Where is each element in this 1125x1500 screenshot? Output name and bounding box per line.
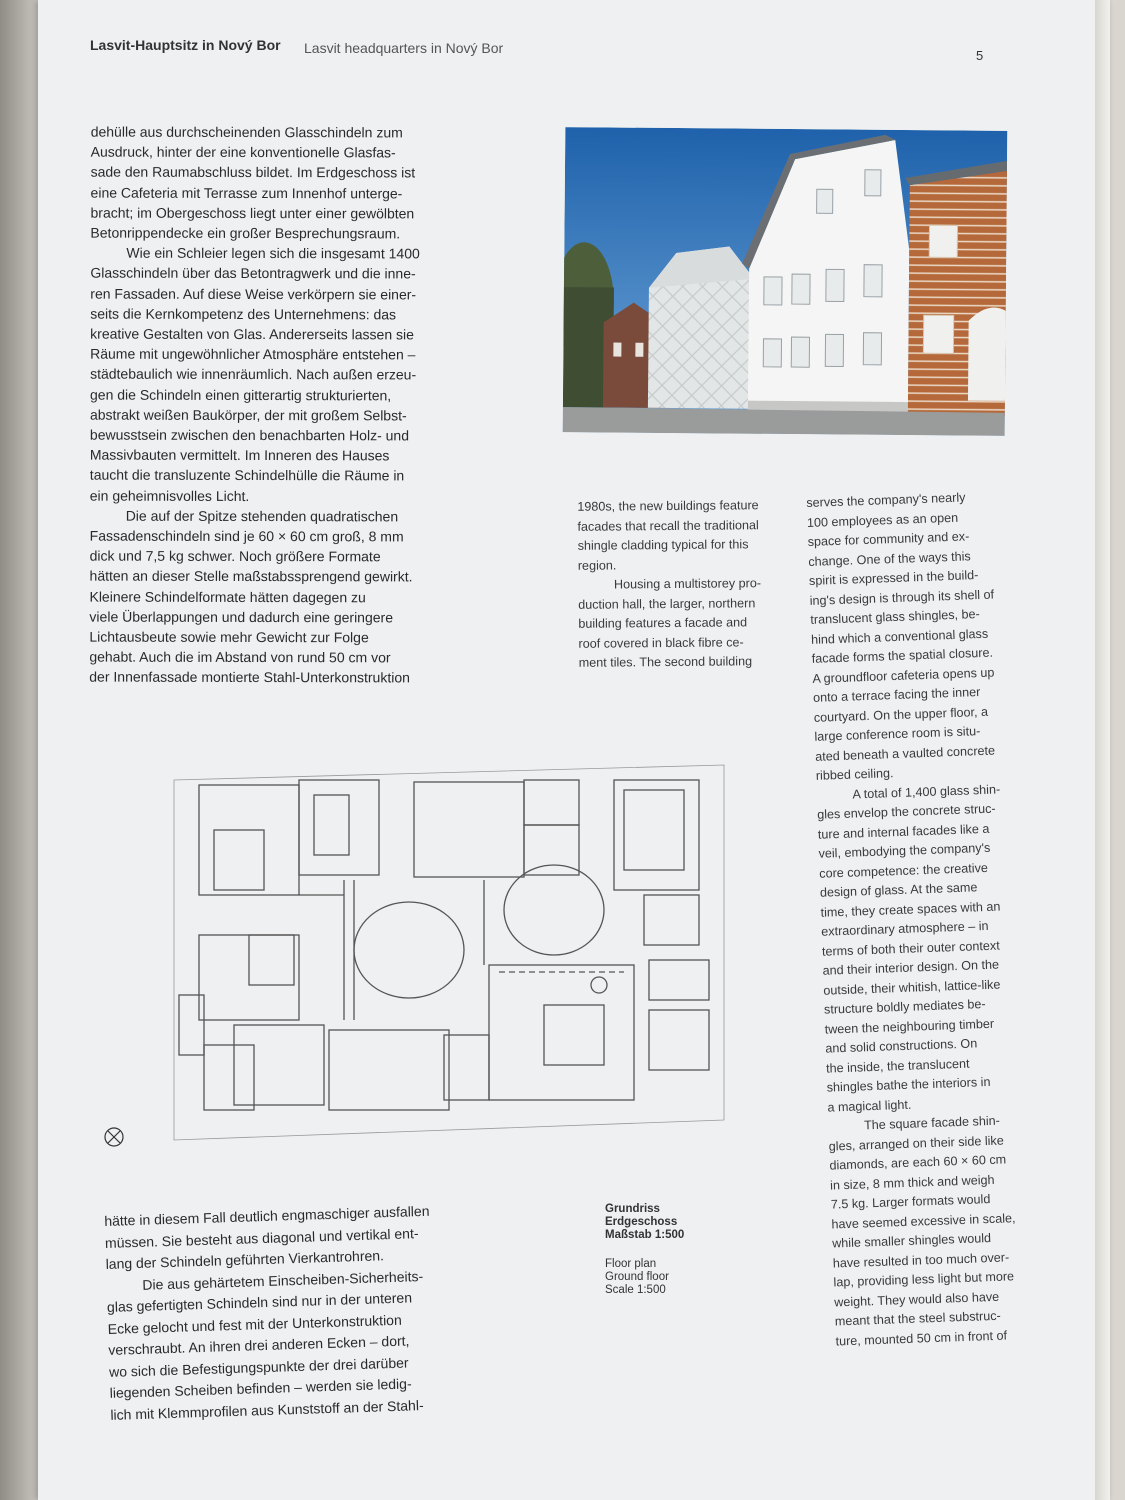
text-line: courtyard. On the upper floor, a bbox=[813, 704, 989, 725]
text-line: Glasschindeln über das Betontragwerk und die inne- bbox=[90, 264, 416, 282]
text-line: spirit is expressed in the build- bbox=[808, 568, 979, 588]
text-line: liegenden Scheiben befinden – werden sie ledig- bbox=[109, 1375, 412, 1401]
text-line: have seemed excessive in scale, bbox=[831, 1210, 1016, 1232]
floor-plan-caption bbox=[605, 1203, 684, 1297]
text-line: the inside, the translucent bbox=[825, 1056, 970, 1076]
text-line: Lichtausbeute sowie mehr Gewicht zur Folge bbox=[89, 628, 369, 646]
text-line: A total of 1,400 glass shin- bbox=[852, 781, 1001, 802]
caption-de-line2: Erdgeschoss bbox=[605, 1216, 678, 1228]
text-line: Housing a multistorey pro- bbox=[613, 576, 762, 592]
text-line: dick und 7,5 kg schwer. Noch größere Formate bbox=[89, 547, 381, 565]
text-line: 100 employees as an open bbox=[806, 510, 959, 530]
text-line: hind which a conventional glass bbox=[810, 626, 989, 647]
text-line: gles envelop the concrete struc- bbox=[816, 801, 996, 822]
text-line: translucent glass shingles, be- bbox=[810, 607, 980, 627]
text-line: facades that recall the traditional bbox=[577, 517, 759, 534]
page-number: 5 bbox=[976, 48, 984, 63]
text-line: region. bbox=[577, 557, 617, 573]
text-line: ren Fassaden. Auf diese Weise verkörpern sie einer- bbox=[90, 285, 417, 303]
text-line: Wie ein Schleier legen sich die insgesamt 1400 bbox=[126, 244, 420, 262]
text-line: onto a terrace facing the inner bbox=[812, 685, 981, 705]
text-line: ein geheimnisvolles Licht. bbox=[89, 487, 250, 504]
text-line: wo sich die Befestigungspunkte der drei darüber bbox=[108, 1354, 409, 1380]
text-line: weight. They would also have bbox=[833, 1289, 1000, 1310]
text-line: eine Cafeteria mit Terrasse zum Innenhof unterge- bbox=[90, 184, 403, 201]
running-header-english: Lasvit headquarters in Nový Bor bbox=[304, 40, 504, 56]
text-line: in size, 8 mm thick and weigh bbox=[829, 1172, 995, 1193]
text-line: Kleinere Schindelformate hätten dagegen zu bbox=[89, 588, 366, 605]
text-line: Ecke gelocht und fest mit der Unterkonstruktion bbox=[107, 1311, 402, 1337]
text-line: roof covered in black fibre ce- bbox=[578, 634, 744, 651]
text-line: hätten an dieser Stelle maßstabssprengend gewirkt. bbox=[89, 568, 413, 585]
text-line: bewusstsein zwischen den benachbarten Holz- und bbox=[89, 426, 410, 444]
text-line: der Innenfassade montierte Stahl-Unterkonstruktion bbox=[89, 669, 410, 686]
text-line: have resulted in too much over- bbox=[832, 1249, 1010, 1271]
page-edge bbox=[1095, 0, 1110, 1500]
text-line: seits die Kernkompetenz des Unternehmens: das bbox=[90, 305, 397, 323]
text-line: abstrakt weißen Baukörper, der mit großem Selbst- bbox=[89, 406, 407, 424]
page-gutter-shadow bbox=[0, 0, 38, 1500]
text-line: duction hall, the larger, northern bbox=[578, 595, 756, 612]
text-line: dehülle aus durchscheinenden Glasschindeln zum bbox=[90, 123, 403, 141]
text-line: change. One of the ways this bbox=[808, 548, 971, 569]
text-line: lich mit Klemmprofilen aus Kunststoff an der Stahl- bbox=[110, 1396, 424, 1423]
caption-en-line2: Ground floor bbox=[605, 1271, 669, 1283]
text-line: gen die Schindeln einen gitterartig strukturierten, bbox=[90, 386, 392, 403]
text-line: taucht die transluzente Schindelhülle die Räume in bbox=[89, 467, 405, 484]
text-line: Massivbauten vermittelt. Im Inneren des Hauses bbox=[89, 446, 390, 464]
text-line: building features a facade and bbox=[578, 615, 748, 631]
text-line: shingles bathe the interiors in bbox=[826, 1074, 991, 1095]
text-line: ture, mounted 50 cm in front of bbox=[835, 1328, 1008, 1348]
text-line: Fassadenschindeln sind je 60 × 60 cm groß, 8 mm bbox=[89, 527, 404, 545]
text-line: and their interior design. On the bbox=[822, 957, 1000, 978]
text-line: Die aus gehärtetem Einscheiben-Sicherheits- bbox=[142, 1267, 424, 1293]
text-line: shingle cladding typical for this bbox=[577, 537, 749, 553]
text-line: facade forms the spatial closure. bbox=[811, 645, 994, 666]
text-line: a magical light. bbox=[827, 1097, 912, 1115]
text-line: Betonrippendecke ein großer Besprechungsraum. bbox=[90, 224, 401, 242]
text-line: kreative Gestalten von Glas. Andererseits lassen sie bbox=[90, 325, 414, 343]
lasvit-headquarters-photo bbox=[563, 127, 1008, 436]
text-line: space for community and ex- bbox=[807, 529, 970, 549]
text-line: A groundfloor cafeteria opens up bbox=[812, 665, 995, 686]
text-line: large conference room is situ- bbox=[814, 724, 981, 744]
text-line: bracht; im Obergeschoss liegt unter einer gewölbten bbox=[90, 204, 415, 222]
text-line: 1980s, the new buildings feature bbox=[577, 498, 759, 514]
text-line: diamonds, are each 60 × 60 cm bbox=[829, 1152, 1007, 1173]
german-text-column-bottom bbox=[104, 1201, 436, 1426]
text-line: gehabt. Auch die im Abstand von rund 50 cm vor bbox=[89, 648, 391, 666]
caption-de-line1: Grundriss bbox=[605, 1203, 660, 1215]
building-photo bbox=[563, 127, 1008, 436]
text-line: core competence: the creative bbox=[819, 860, 989, 881]
text-line: ated beneath a vaulted concrete bbox=[814, 743, 996, 764]
text-line: 7.5 kg. Larger formats would bbox=[830, 1192, 991, 1212]
german-text-column-top bbox=[89, 122, 420, 689]
text-line: ing's design is through its shell of bbox=[809, 587, 995, 608]
text-line: sade den Raumabschluss bildet. Im Erdgeschoss ist bbox=[90, 163, 416, 181]
caption-en-line1: Floor plan bbox=[605, 1258, 657, 1270]
text-line: glas gefertigten Schindeln sind nur in der unteren bbox=[106, 1289, 413, 1315]
text-line: ment tiles. The second building bbox=[578, 654, 753, 670]
text-line: hätte in diesem Fall deutlich engmaschiger ausfallen bbox=[104, 1202, 430, 1229]
text-line: ribbed ceiling. bbox=[815, 766, 894, 783]
text-line: extraordinary atmosphere – in bbox=[821, 918, 989, 939]
text-line: ture and internal facades like a bbox=[817, 821, 990, 842]
text-line: lang der Schindeln geführten Vierkantrohren. bbox=[105, 1247, 385, 1272]
text-line: lap, providing less light but more bbox=[833, 1269, 1015, 1290]
text-line: time, they create spaces with an bbox=[820, 898, 1001, 920]
text-line: veil, embodying the company's bbox=[818, 840, 991, 861]
text-line: Die auf der Spitze stehenden quadratischen bbox=[125, 507, 399, 525]
text-line: terms of both their outer context bbox=[821, 938, 1000, 959]
text-line: meant that the steel substruc- bbox=[834, 1308, 1001, 1329]
floor-plan-drawing bbox=[104, 750, 744, 1160]
caption-de-line3: Maßstab 1:500 bbox=[605, 1229, 685, 1241]
english-text-column-right bbox=[806, 488, 1020, 1352]
caption-en-line3: Scale 1:500 bbox=[605, 1284, 666, 1296]
text-line: and solid constructions. On bbox=[825, 1036, 978, 1056]
text-line: structure boldly mediates be- bbox=[823, 997, 986, 1017]
text-line: while smaller shingles would bbox=[831, 1231, 992, 1251]
ground-floor-plan bbox=[104, 750, 744, 1160]
text-line: tween the neighbouring timber bbox=[824, 1016, 995, 1037]
text-line: städtebaulich wie innenräumlich. Nach außen erzeu- bbox=[90, 366, 417, 383]
text-line: viele Überlappungen und dadurch eine geringere bbox=[89, 608, 394, 626]
text-line: design of glass. At the same bbox=[819, 880, 978, 900]
text-line: müssen. Sie besteht aus diagonal und vertikal ent- bbox=[104, 1224, 419, 1251]
text-line: Räume mit ungewöhnlicher Atmosphäre entstehen – bbox=[90, 345, 416, 363]
english-text-column-middle bbox=[577, 496, 762, 673]
text-line: The square facade shin- bbox=[863, 1113, 1001, 1133]
text-line: Ausdruck, hinter der eine konventionelle Glasfas- bbox=[90, 143, 396, 161]
text-line: outside, their whitish, lattice-like bbox=[823, 977, 1001, 998]
text-line: serves the company's nearly bbox=[806, 490, 966, 510]
text-line: verschraubt. An ihren drei anderen Ecken – dort, bbox=[108, 1332, 410, 1358]
running-header-german: Lasvit-Hauptsitz in Nový Bor bbox=[90, 37, 281, 53]
text-line: gles, arranged on their side like bbox=[828, 1132, 1004, 1154]
